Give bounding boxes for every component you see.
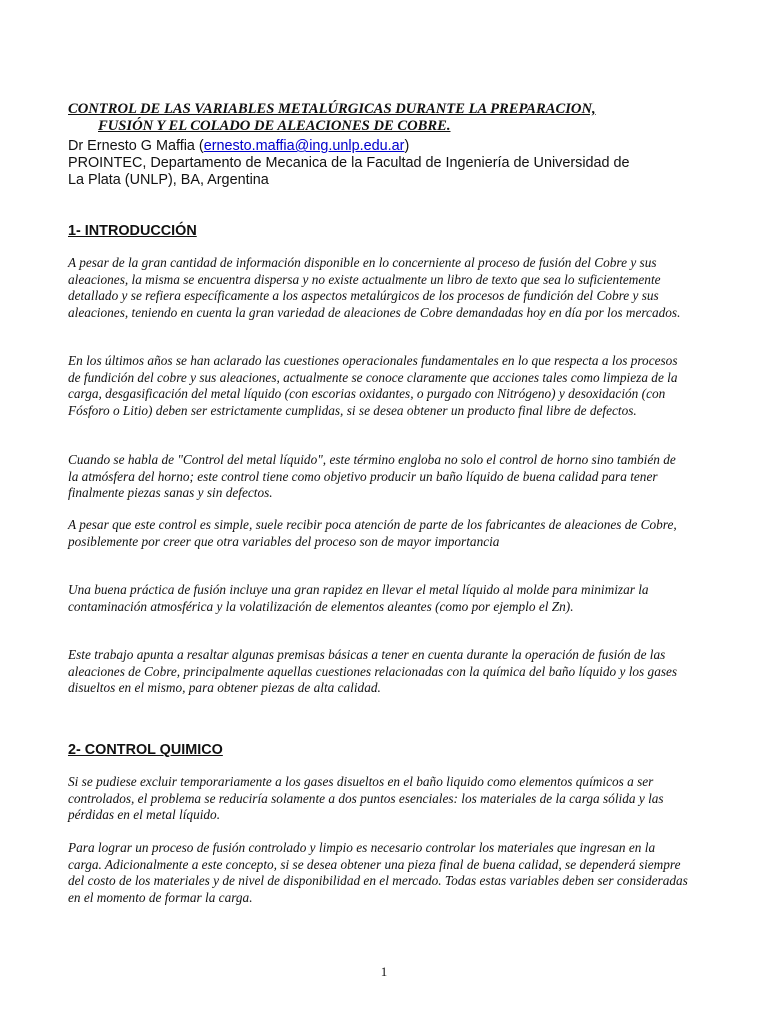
paragraph: Una buena práctica de fusión incluye una gran rapidez en llevar el metal líquido al molde para minimizar la contaminación atmosférica y la volatilización de elementos aleantes (como por ejemplo el Zn). [68, 582, 649, 614]
author-name: Dr Ernesto G Maffia ( [68, 138, 204, 154]
section-heading-control-quimico: 2- CONTROL QUIMICO [68, 742, 223, 758]
affiliation-line-1: PROINTEC, Departamento de Mecanica de la Facultad de Ingeniería de Universidad de [68, 155, 630, 171]
author-name-suffix: ) [404, 138, 410, 154]
paragraph: Para lograr un proceso de fusión controlado y limpio es necesario controlar los materiales que ingresan en la carga. Adicionalmente a este concepto, si se desea obtener una pieza final de buena calidad, se dependerá siempre del costo de los materiales y de nivel de disponibilidad en el mercado. Todas estas variables deben ser consideradas en el momento de formar la carga. [68, 840, 688, 905]
title-line-2: FUSIÓN Y EL COLADO DE ALEACIONES DE COBRE. [98, 118, 451, 134]
paragraph: En los últimos años se han aclarado las cuestiones operacionales fundamentales en lo que respecta a los procesos de fundición del cobre y sus aleaciones, actualmente se conoce claramente que acciones tales como limpieza de la carga, desgasificación del metal líquido (con escorias oxidantes, o purgado con Nitrógeno) y desoxidación (con Fósforo o Litio) deben ser estrictamente cumplidas, si se desea obtener un producto final libre de defectos. [68, 353, 678, 418]
paragraph: Si se pudiese excluir temporariamente a los gases disueltos en el baño liquido como elementos químicos a ser controlados, el problema se reduciría solamente a dos puntos esenciales: los materiales de la carga sólida y las pérdidas en el metal líquido. [68, 774, 664, 823]
page-number: 1 [380, 964, 388, 979]
section-heading-introduccion: 1- INTRODUCCIÓN [68, 223, 197, 239]
paragraph: A pesar de la gran cantidad de información disponible en lo concerniente al proceso de fusión del Cobre y sus aleaciones, la misma se encuentra dispersa y no existe actualmente un libro de texto que sea lo suficientemente detallado y se refiera específicamente a los aspectos metalúrgicos de los procesos de fundición del Cobre y sus aleaciones, teniendo en cuenta la gran variedad de aleaciones de Cobre demandadas hoy en día por los mercados. [68, 255, 681, 320]
paragraph: Este trabajo apunta a resaltar algunas premisas básicas a tener en cuenta durante la operación de fusión de las aleaciones de Cobre, principalmente aquellas cuestiones relacionadas con la química del baño líquido y los gases disueltos en el mismo, para obtener piezas de alta calidad. [68, 647, 678, 696]
document-title [68, 101, 708, 135]
affiliation-line-2: La Plata (UNLP), BA, Argentina [68, 172, 269, 188]
author-block [68, 138, 708, 189]
title-line-1: CONTROL DE LAS VARIABLES METALÚRGICAS DURANTE LA PREPARACION, [68, 101, 596, 117]
author-email-link[interactable]: ernesto.maffia@ing.unlp.edu.ar [203, 138, 405, 154]
paragraph: A pesar que este control es simple, suele recibir poca atención de parte de los fabricantes de aleaciones de Cobre, posiblemente por creer que otra variables del proceso son de mayor importancia [68, 517, 677, 549]
author-line [68, 138, 708, 155]
paragraph: Cuando se habla de "Control del metal líquido", este término engloba no solo el control de horno sino también de la atmósfera del horno; este control tiene como objetivo producir un baño líquido de buena calidad para tener finalmente piezas sanas y sin defectos. [68, 452, 676, 501]
